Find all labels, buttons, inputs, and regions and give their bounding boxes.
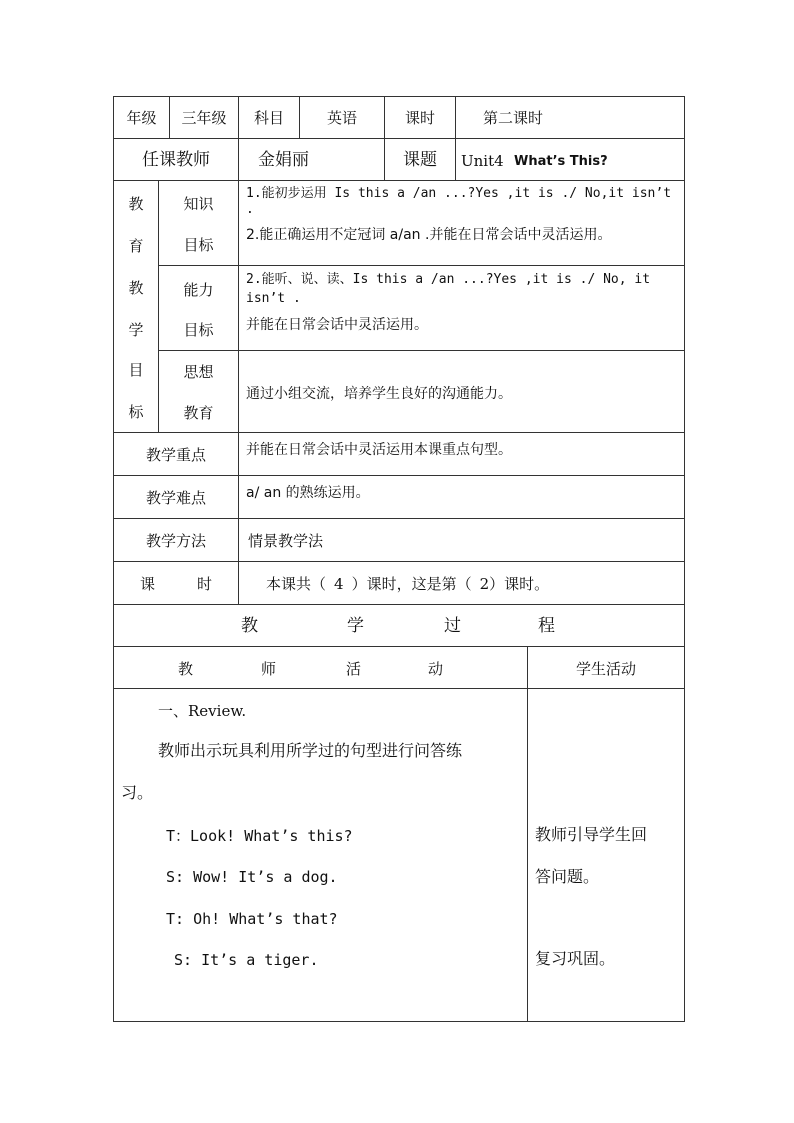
cell-key-points-label bbox=[113, 432, 239, 476]
dialog-line-3: T: Oh! What’s that? bbox=[166, 910, 338, 928]
cell-difficulties-text bbox=[238, 475, 685, 519]
moral-text: 通过小组交流，培养学生良好的沟通能力。 bbox=[246, 386, 512, 402]
ability-line-1-cont: isn’t . bbox=[246, 291, 301, 306]
dialog-line-1: T：Look! What’s this? bbox=[166, 827, 353, 845]
cell-objectives-label bbox=[113, 180, 159, 433]
topic-title: What’s This? bbox=[514, 154, 608, 169]
objectives-char-1: 教 bbox=[128, 195, 144, 213]
hours-label-1: 课 bbox=[140, 575, 156, 593]
topic-label: 课题 bbox=[403, 150, 437, 170]
review-para-1-cont: 习。 bbox=[121, 783, 154, 802]
knowledge-line-1: 1.能初步运用 Is this a /an ...?Yes ,it is ./ No,it isn’t bbox=[246, 186, 672, 201]
cell-period-label bbox=[384, 96, 456, 139]
cell-ability-label bbox=[158, 265, 239, 351]
subject-value: 英语 bbox=[326, 109, 357, 127]
student-header: 学生活动 bbox=[575, 660, 636, 678]
cell-student-activity-body bbox=[527, 688, 685, 1022]
cell-methods-label bbox=[113, 518, 239, 562]
cell-methods-text bbox=[238, 518, 685, 562]
hours-current: 2 bbox=[479, 575, 490, 593]
teacher-label: 任课教师 bbox=[142, 150, 210, 170]
student-line-1: 教师引导学生回 bbox=[535, 825, 648, 844]
knowledge-line-2: 2.能正确运用不定冠词 a/an .并能在日常会话中灵活运用。 bbox=[246, 227, 612, 243]
cell-topic-label bbox=[384, 138, 456, 181]
objectives-char-3: 教 bbox=[128, 279, 144, 297]
cell-key-points-text bbox=[238, 432, 685, 476]
teacher-header-char-4: 动 bbox=[428, 660, 444, 678]
knowledge-line-1-cont: . bbox=[246, 202, 254, 217]
cell-teacher-activity-header bbox=[113, 646, 528, 689]
cell-ability-text bbox=[238, 265, 685, 351]
cell-hours-label bbox=[113, 561, 239, 605]
teacher-header-char-2: 师 bbox=[261, 660, 277, 678]
subject-label: 科目 bbox=[253, 109, 284, 127]
cell-difficulties-label bbox=[113, 475, 239, 519]
knowledge-label-2: 目标 bbox=[183, 236, 214, 254]
review-heading: 一、Review. bbox=[158, 702, 247, 720]
methods-label: 教学方法 bbox=[145, 532, 206, 550]
ability-line-1: 2.能听、说、读、Is this a /an ...?Yes ,it is ./ No, it bbox=[246, 272, 651, 287]
hours-prefix: 本课共（ bbox=[266, 575, 327, 593]
objectives-char-2: 育 bbox=[128, 237, 144, 255]
process-title-char-3: 过 bbox=[444, 616, 461, 636]
cell-period-value bbox=[455, 96, 685, 139]
moral-label-1: 思想 bbox=[183, 363, 214, 381]
cell-process-title bbox=[113, 604, 685, 647]
knowledge-label-1: 知识 bbox=[183, 195, 214, 213]
hours-total: 4 bbox=[334, 575, 344, 593]
ability-line-2: 并能在日常会话中灵活运用。 bbox=[246, 317, 428, 333]
student-line-3: 复习巩固。 bbox=[535, 949, 616, 968]
moral-label-2: 教育 bbox=[183, 404, 214, 422]
process-title-char-1: 教 bbox=[241, 616, 258, 636]
hours-middle: ）课时，这是第（ bbox=[351, 575, 472, 593]
difficulties-label: 教学难点 bbox=[145, 489, 206, 507]
process-title-char-4: 程 bbox=[538, 616, 555, 636]
cell-topic-value bbox=[455, 138, 685, 181]
cell-subject-label bbox=[238, 96, 300, 139]
dialog-line-2: S: Wow! It’s a dog. bbox=[166, 868, 338, 886]
review-para-1: 教师出示玩具利用所学过的句型进行问答练 bbox=[158, 741, 463, 760]
topic-prefix: Unit4 bbox=[461, 152, 504, 170]
cell-grade-label bbox=[113, 96, 170, 139]
key-points-label: 教学重点 bbox=[145, 446, 206, 464]
key-points-text: 并能在日常会话中灵活运用本课重点句型。 bbox=[246, 442, 512, 458]
cell-knowledge-text bbox=[238, 180, 685, 266]
cell-knowledge-label bbox=[158, 180, 239, 266]
cell-student-activity-header bbox=[527, 646, 685, 689]
grade-label: 年级 bbox=[126, 109, 157, 127]
hours-suffix: ）课时。 bbox=[489, 575, 550, 593]
period-value: 第二课时 bbox=[483, 109, 544, 127]
cell-teacher-activity-body bbox=[113, 688, 528, 1022]
ability-label-1: 能力 bbox=[183, 281, 214, 299]
dialog-line-4: S: It’s a tiger. bbox=[174, 951, 319, 969]
cell-teacher-value bbox=[238, 138, 385, 181]
cell-teacher-label bbox=[113, 138, 239, 181]
hours-sentence bbox=[266, 575, 549, 593]
period-label: 课时 bbox=[404, 109, 435, 127]
cell-grade-value bbox=[169, 96, 239, 139]
cell-subject-value bbox=[299, 96, 385, 139]
methods-text: 情景教学法 bbox=[248, 532, 324, 550]
cell-moral-label bbox=[158, 350, 239, 433]
grade-value: 三年级 bbox=[181, 109, 227, 127]
difficulties-text: a/ an 的熟练运用。 bbox=[246, 485, 370, 501]
objectives-char-5: 目 bbox=[128, 361, 144, 379]
ability-label-2: 目标 bbox=[183, 321, 214, 339]
process-title-char-2: 学 bbox=[347, 616, 364, 636]
hours-label-2: 时 bbox=[197, 575, 213, 593]
teacher-header-char-1: 教 bbox=[178, 660, 194, 678]
teacher-value: 金娟丽 bbox=[258, 150, 309, 170]
objectives-char-6: 标 bbox=[128, 403, 144, 421]
cell-hours-text bbox=[238, 561, 685, 605]
student-line-2: 答问题。 bbox=[535, 867, 600, 886]
objectives-char-4: 学 bbox=[128, 321, 144, 339]
cell-moral-text bbox=[238, 350, 685, 433]
teacher-header-char-3: 活 bbox=[346, 660, 362, 678]
